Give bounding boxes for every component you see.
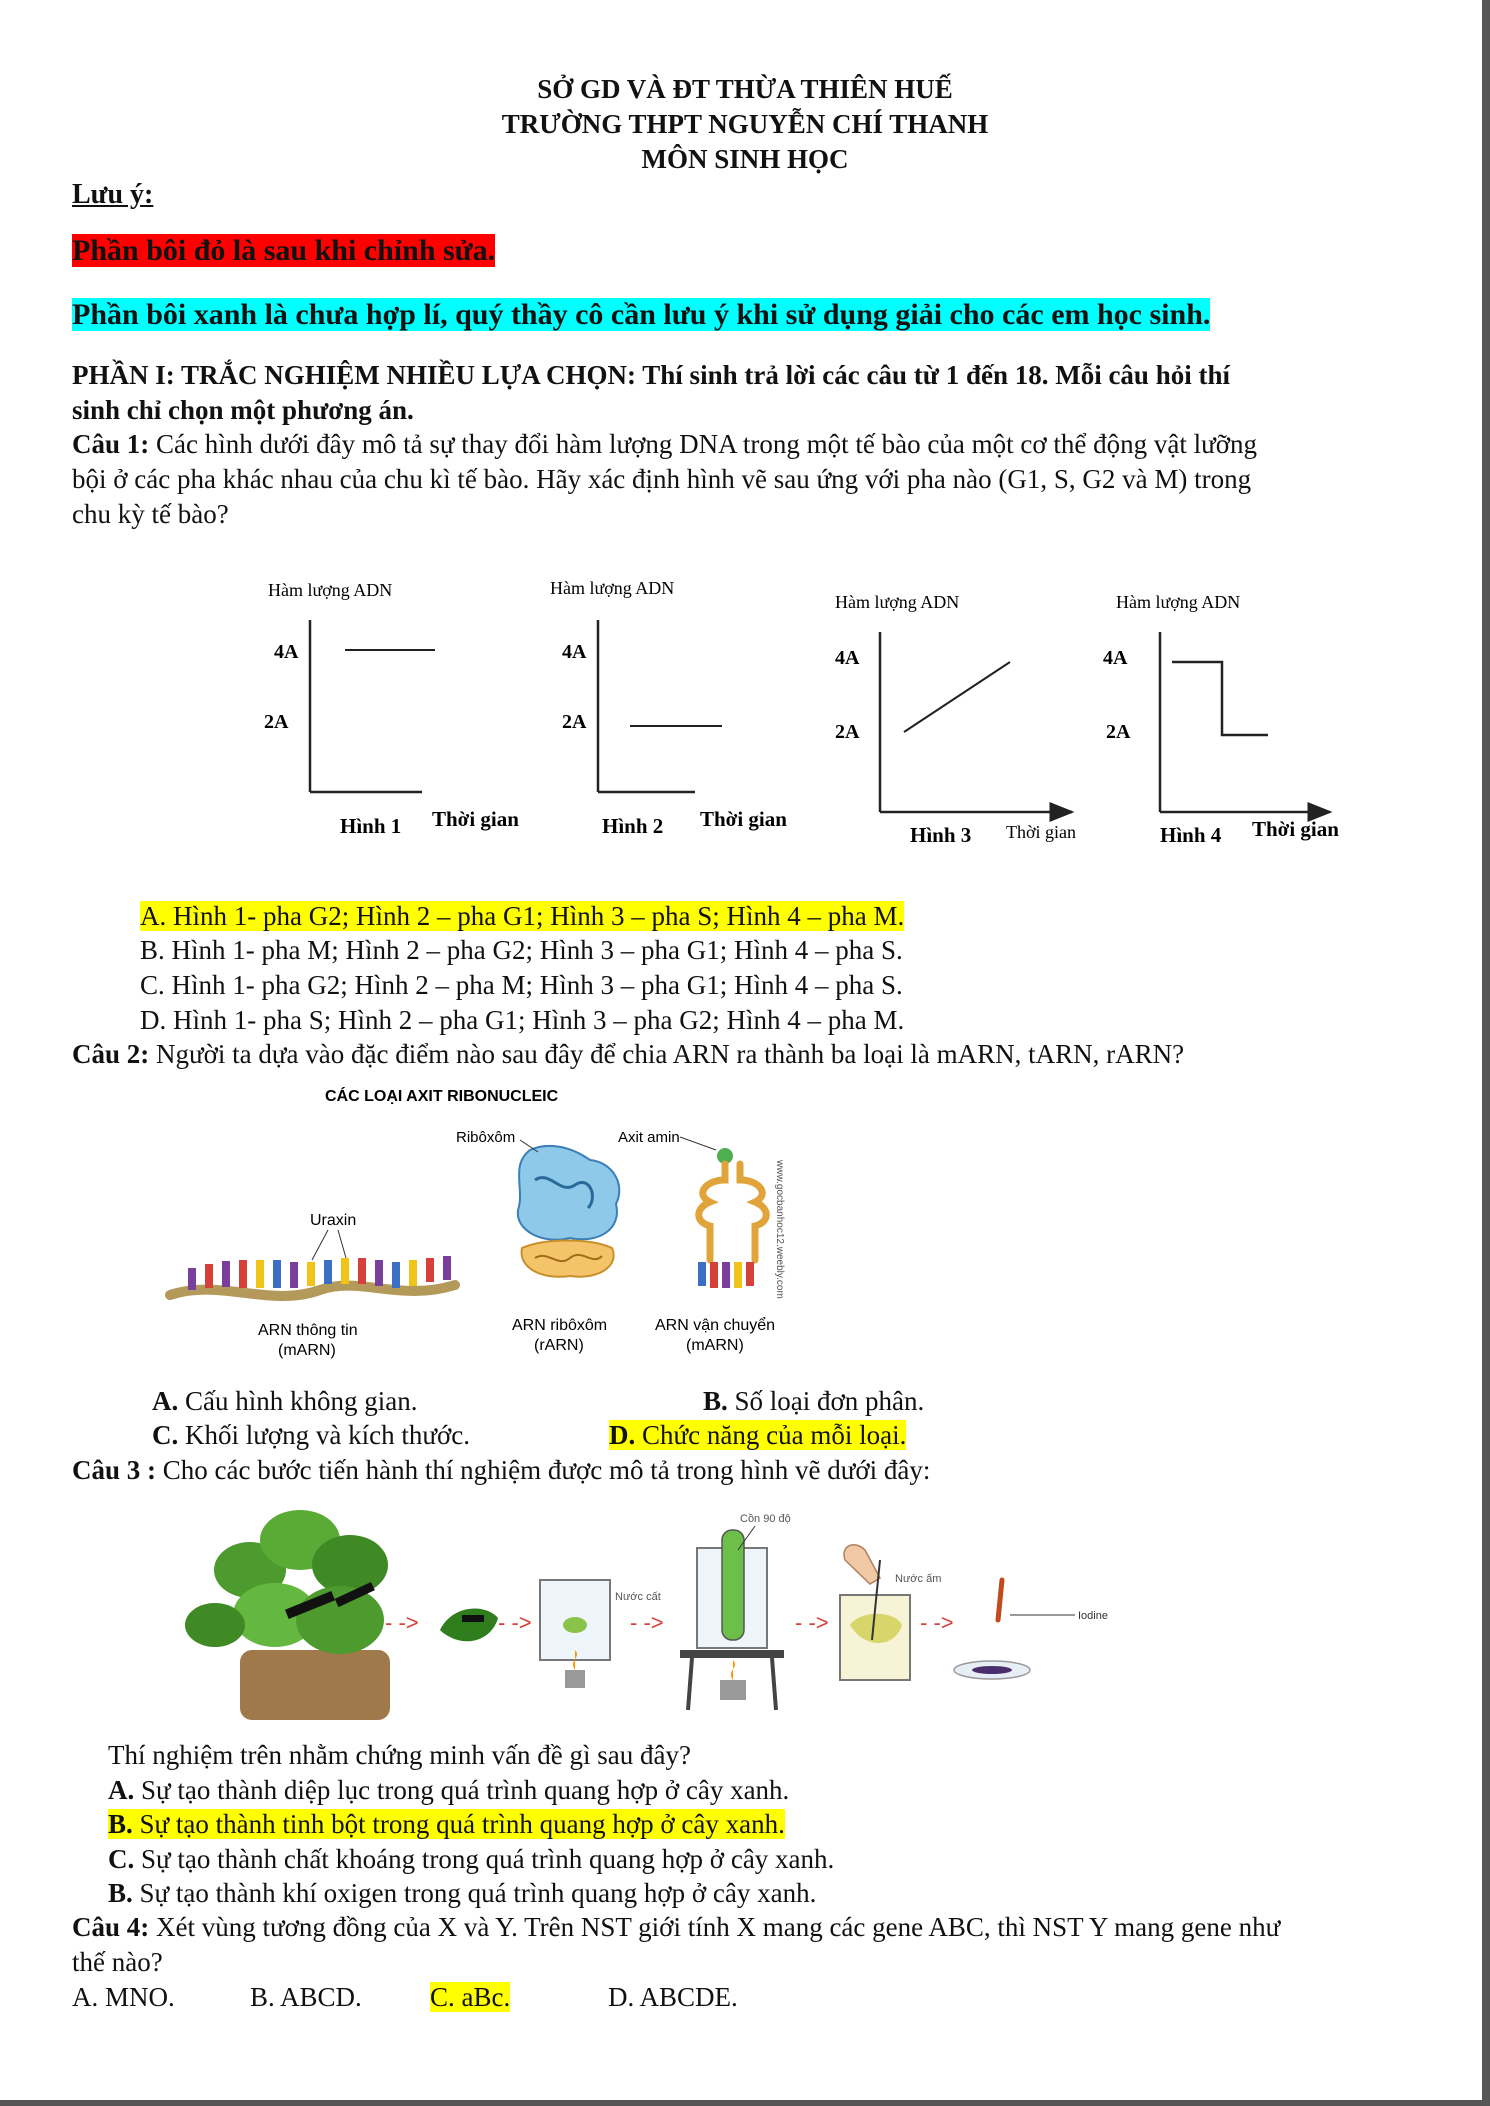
rrna-illustration [456, 1129, 619, 1354]
fig2-tick-2a: 2A [562, 711, 587, 733]
q4-option-c [430, 1980, 510, 2014]
q3-option-a-label: A. [108, 1775, 135, 1805]
q3-option-b-text: Sự tạo thành tinh bột trong quá trình quang hợp ở cây xanh. [132, 1809, 785, 1839]
q2-option-d [609, 1418, 906, 1452]
fig3-xlabel: Thời gian [1006, 822, 1077, 842]
q1-option-a [140, 899, 904, 933]
axit-amin-label: Axit amin [618, 1129, 680, 1146]
q3-option-b [108, 1807, 785, 1841]
q3-question: Thí nghiệm trên nhằm chứng minh vấn đề gì sau đây? [108, 1740, 691, 1770]
page-border-right [1482, 0, 1490, 2106]
arrow-3: - -> [630, 1610, 664, 1635]
q1-line3: chu kỳ tế bào? [72, 499, 229, 529]
fig4-tick-2a: 2A [1106, 721, 1131, 743]
ribosome-large-subunit [518, 1146, 620, 1240]
q2-option-a [152, 1384, 417, 1418]
iodine-test [954, 1580, 1108, 1679]
fig2-ylabel: Hàm lượng ADN [550, 578, 675, 598]
part1-heading-2: sinh chỉ chọn một phương án. [72, 395, 414, 425]
q3-line [72, 1453, 930, 1487]
rrna-label-2: (rARN) [534, 1337, 584, 1354]
fig3-tick-4a: 4A [835, 647, 860, 669]
fig1-caption: Hình 1 [340, 814, 402, 838]
q2-text: Người ta dựa vào đặc điểm nào sau đây để chia ARN ra thành ba loại là mARN, tARN, rARN? [149, 1039, 1185, 1069]
fig2-xlabel: Thời gian [700, 807, 787, 831]
q4-text-1: Xét vùng tương đồng của X và Y. Trên NST giới tính X mang các gene ABC, thì NST Y mang gene như [149, 1912, 1281, 1942]
fig4-data-line [1172, 662, 1268, 735]
q2-option-d-text: Chức năng của mỗi loại. [635, 1420, 907, 1450]
rrna-label-1: ARN ribôxôm [512, 1317, 608, 1334]
q2-option-a-text: Cấu hình không gian. [178, 1386, 418, 1416]
q1-label: Câu 1: [72, 429, 150, 459]
note-cyan-text: Phần bôi xanh là chưa hợp lí, quý thầy cô cần lưu ý khi sử dụng giải cho các em học sinh. [72, 298, 1211, 331]
q2-option-c-label: C. [152, 1420, 179, 1450]
arrow-5: - -> [920, 1610, 954, 1635]
q4-option-d: D. ABCDE. [608, 1982, 738, 2012]
figure-1 [264, 580, 519, 838]
single-leaf [440, 1609, 498, 1642]
part1-heading-1: PHẦN I: TRẮC NGHIỆM NHIỀU LỰA CHỌN: Thí sinh trả lời các câu từ 1 đến 18. Mỗi câu hỏi thí [72, 360, 1230, 390]
fig4-xlabel: Thời gian [1252, 817, 1339, 841]
q2-option-d-highlight [609, 1420, 906, 1450]
alcohol-bath [680, 1513, 791, 1710]
header-school: TRƯỜNG THPT NGUYỄN CHÍ THANH [501, 109, 989, 139]
q3-option-c-text: Sự tạo thành chất khoáng trong quá trình quang hợp ở cây xanh. [134, 1844, 835, 1874]
fig2-caption: Hình 2 [602, 814, 664, 838]
q2-line [72, 1037, 1184, 1071]
fig4-caption: Hình 4 [1160, 823, 1222, 847]
nuoc-cat-label: Nước cất [615, 1591, 661, 1603]
q4-line2: thế nào? [72, 1947, 163, 1977]
note-red-text: Phần bôi đỏ là sau khi chỉnh sửa. [72, 234, 496, 267]
q3-option-d-text: Sự tạo thành khí oxigen trong quá trình quang hợp ở cây xanh. [132, 1878, 817, 1908]
fig3-tick-2a: 2A [835, 721, 860, 743]
q1-option-d: D. Hình 1- pha S; Hình 2 – pha G1; Hình 3 – pha G2; Hình 4 – pha M. [140, 1005, 905, 1035]
q3-option-b-highlight [108, 1809, 785, 1839]
q2-option-b-label: B. [703, 1386, 728, 1416]
note-red [72, 234, 495, 268]
note-title: Lưu ý: [72, 179, 154, 210]
figure-2 [550, 578, 787, 838]
q1-line1 [72, 427, 1257, 461]
q4-label: Câu 4: [72, 1912, 150, 1942]
q1-option-c: C. Hình 1- pha G2; Hình 2 – pha M; Hình 3 – pha G1; Hình 4 – pha S. [140, 970, 903, 1000]
mrna-label-1: ARN thông tin [258, 1322, 358, 1339]
q4-option-b: B. ABCD. [250, 1982, 362, 2012]
header-department: SỞ GD VÀ ĐT THỪA THIÊN HUẾ [537, 74, 953, 104]
q3-option-d [108, 1876, 816, 1910]
plant-pot [240, 1650, 390, 1720]
q1-text-1: Các hình dưới đây mô tả sự thay đổi hàm lượng DNA trong một tế bào của một cơ thể động vật lưỡng [149, 429, 1257, 459]
q2-option-d-label: D. [609, 1420, 636, 1450]
nuoc-am-label: Nước ấm [895, 1573, 942, 1585]
q2-option-b-text: Số loại đơn phân. [727, 1386, 925, 1416]
plant-illustration [185, 1510, 390, 1720]
fig3-caption: Hình 3 [910, 823, 972, 847]
trna-illustration [618, 1129, 775, 1354]
q4-option-c-text: C. aBc. [430, 1982, 511, 2012]
q3-option-a [108, 1773, 789, 1807]
fig1-ylabel: Hàm lượng ADN [268, 580, 393, 600]
q3-option-c-label: C. [108, 1844, 135, 1874]
trna-label-2: (mARN) [686, 1337, 744, 1354]
fig1-xlabel: Thời gian [432, 807, 519, 831]
header-subject: MÔN SINH HỌC [641, 144, 849, 174]
q3-text: Cho các bước tiến hành thí nghiệm được mô tả trong hình vẽ dưới đây: [156, 1455, 931, 1485]
q2-option-c-text: Khối lượng và kích thước. [178, 1420, 471, 1450]
rna-figure-title: CÁC LOẠI AXIT RIBONUCLEIC [325, 1088, 559, 1105]
q2-option-c [152, 1418, 470, 1452]
trna-body [699, 1164, 767, 1260]
arrow-2: - -> [498, 1610, 532, 1635]
q2-option-a-label: A. [152, 1386, 179, 1416]
arrow-1: - -> [385, 1610, 419, 1635]
q3-option-a-text: Sự tạo thành diệp lục trong quá trình quang hợp ở cây xanh. [134, 1775, 790, 1805]
q2-option-b [703, 1384, 924, 1418]
fig4-ylabel: Hàm lượng ADN [1116, 592, 1241, 612]
uraxin-label: Uraxin [310, 1212, 357, 1229]
fig3-ylabel: Hàm lượng ADN [835, 592, 960, 612]
figure-3 [835, 592, 1076, 847]
q3-figure [180, 1500, 1140, 1730]
fig3-data-line [904, 662, 1010, 732]
riboxom-label: Ribôxôm [456, 1129, 516, 1146]
q4-line1 [72, 1910, 1280, 1944]
q1-line2: bội ở các pha khác nhau của chu kì tế bào. Hãy xác định hình vẽ sau ứng với pha nào (G1, S, G2 và M) trong [72, 464, 1252, 494]
fig1-tick-4a: 4A [274, 641, 299, 663]
mrna-illustration [170, 1212, 455, 1359]
figure-watermark: www.gocbanhoc12.weebly.com [774, 1160, 785, 1299]
q3-option-d-label: B. [108, 1878, 133, 1908]
mrna-label-2: (mARN) [278, 1342, 336, 1359]
trna-label-1: ARN vận chuyển [655, 1317, 776, 1334]
figure-4 [1103, 592, 1339, 847]
q3-option-c [108, 1842, 834, 1876]
con-label: Cồn 90 độ [740, 1513, 791, 1525]
fig1-tick-2a: 2A [264, 711, 289, 733]
iodine-label: Iodine [1078, 1610, 1108, 1622]
fig2-tick-4a: 4A [562, 641, 587, 663]
q3-option-b-label: B. [108, 1809, 133, 1839]
q4-option-a: A. MNO. [72, 1982, 175, 2012]
note-cyan [72, 298, 1210, 332]
q3-label: Câu 3 : [72, 1455, 157, 1485]
q2-figure [150, 1080, 810, 1360]
q1-figures [240, 570, 1370, 860]
q1-option-b: B. Hình 1- pha M; Hình 2 – pha G2; Hình 3 – pha G1; Hình 4 – pha S. [140, 935, 903, 965]
q2-label: Câu 2: [72, 1039, 150, 1069]
page-border-bottom [0, 2100, 1490, 2106]
q1-option-a-text: A. Hình 1- pha G2; Hình 2 – pha G1; Hình 3 – pha S; Hình 4 – pha M. [140, 901, 905, 931]
arrow-4: - -> [795, 1610, 829, 1635]
fig4-tick-4a: 4A [1103, 647, 1128, 669]
